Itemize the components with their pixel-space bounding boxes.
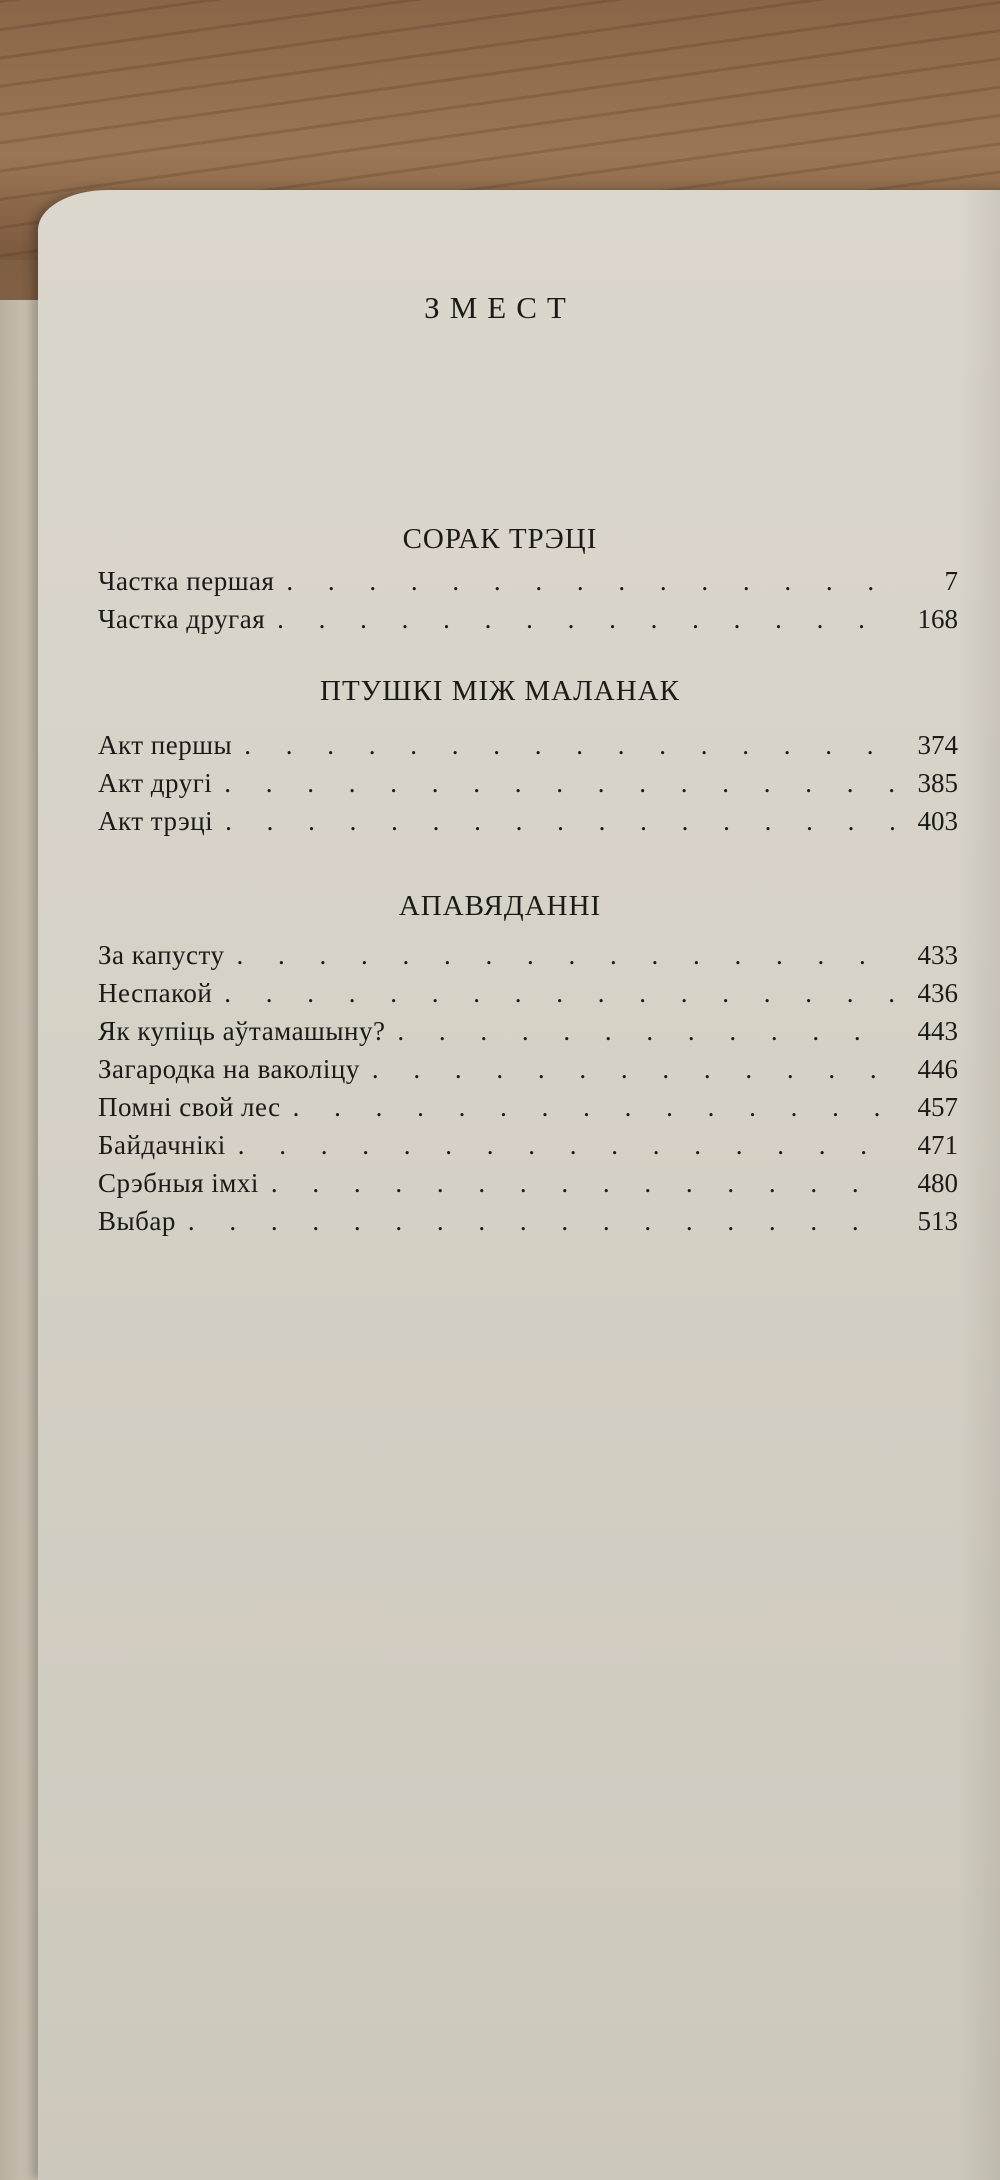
dot-leader (226, 1130, 894, 1161)
dot-leader (224, 940, 894, 971)
toc-entry-page: 403 (917, 806, 958, 836)
toc-entry-page: 374 (917, 730, 958, 760)
toc-entry-title: Акт другі (98, 768, 213, 798)
toc-entry-title: Загародка на ваколіцу (98, 1054, 360, 1084)
toc-entry-title: Байдачнікі (98, 1130, 226, 1160)
toc-entry[interactable] (98, 940, 958, 978)
dot-leader (385, 1016, 894, 1047)
dot-leader (212, 768, 894, 799)
toc-entry-title: Выбар (98, 1206, 176, 1236)
toc-entry-title: Неспакой (98, 978, 213, 1008)
toc-entry-page: 7 (944, 566, 958, 596)
toc-entry[interactable] (98, 604, 958, 642)
toc-entry-title: Акт трэці (98, 806, 214, 836)
toc-entry[interactable] (98, 978, 958, 1016)
toc-entry[interactable] (98, 1054, 958, 1092)
dot-leader (281, 1092, 894, 1123)
dot-leader (176, 1206, 894, 1237)
toc-entry[interactable] (98, 1168, 958, 1206)
toc-entry[interactable] (98, 806, 958, 844)
toc-entry[interactable] (98, 768, 958, 806)
toc-entry-title: За капусту (98, 940, 225, 970)
dot-leader (213, 806, 894, 837)
section-heading-apavyadanni: АПАВЯДАННІ (398, 890, 602, 922)
section-heading-sorak-treci: СОРАК ТРЭЦІ (402, 523, 598, 555)
toc-list-ptushki (98, 730, 958, 844)
toc-entry-page: 446 (917, 1054, 958, 1084)
toc-entry-page: 443 (917, 1016, 958, 1046)
toc-entry-page: 471 (917, 1130, 958, 1160)
toc-entry-title: Як купіць аўтамашыну? (98, 1016, 386, 1046)
toc-entry[interactable] (98, 730, 958, 768)
dot-leader (259, 1168, 894, 1199)
toc-entry[interactable] (98, 1092, 958, 1130)
dot-leader (265, 604, 894, 635)
toc-entry-page: 513 (917, 1206, 958, 1236)
toc-entry-page: 457 (917, 1092, 958, 1122)
toc-entry-title: Частка другая (98, 604, 266, 634)
toc-entry[interactable] (98, 1206, 958, 1244)
toc-entry-title: Помні свой лес (98, 1092, 281, 1122)
toc-entry-title: Срэбныя імхі (98, 1168, 259, 1198)
toc-entry[interactable] (98, 1130, 958, 1168)
dot-leader (274, 566, 894, 597)
page-shadow (958, 190, 1000, 2180)
toc-entry-page: 168 (917, 604, 958, 634)
toc-entry-page: 480 (917, 1168, 958, 1198)
toc-list-sorak-treci (98, 566, 958, 642)
dot-leader (360, 1054, 894, 1085)
toc-entry-page: 433 (917, 940, 958, 970)
toc-list-apavyadanni (98, 940, 958, 1244)
toc-entry-page: 436 (917, 978, 958, 1008)
toc-entry-title: Акт першы (98, 730, 233, 760)
book-page (38, 190, 1000, 2180)
toc-entry-page: 385 (917, 768, 958, 798)
dot-leader (212, 978, 894, 1009)
toc-entry[interactable] (98, 1016, 958, 1054)
dot-leader (232, 730, 894, 761)
section-heading-ptushki: ПТУШКІ МІЖ МАЛАНАК (320, 675, 680, 707)
toc-entry[interactable] (98, 566, 958, 604)
page-title: ЗМЕСТ (424, 290, 576, 325)
toc-entry-title: Частка першая (98, 566, 275, 596)
